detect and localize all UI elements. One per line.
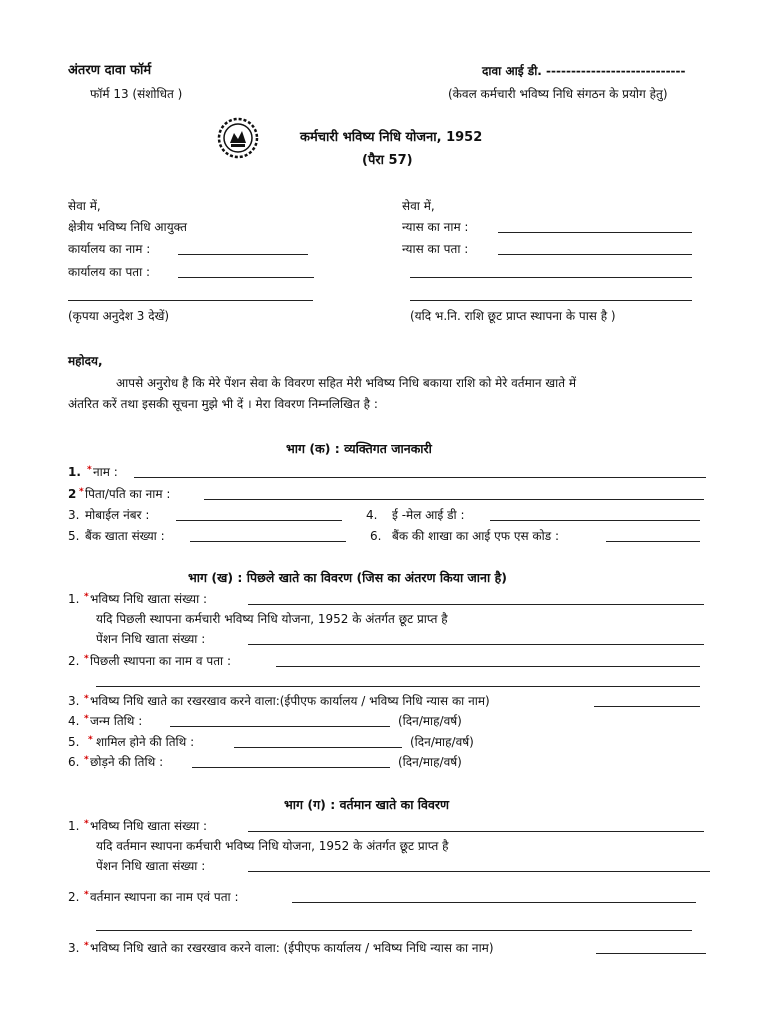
name-label: नाम : [93,465,118,479]
prev-pf-account-label: भविष्य निधि खाता संख्या : [90,592,208,606]
trust-address-field-2[interactable] [410,277,692,278]
dob-label: जन्म तिथि : [90,714,143,728]
part-c-f2-num: 2. [68,890,80,904]
letter-body-line2: अंतरित करें तथा इसकी सूचना मुझे भी दें । मेरा विवरण निम्नलिखित है : [68,397,378,411]
office-name-field[interactable] [178,254,308,255]
part-c-f1-num: 1. [68,819,80,833]
form-title: अंतरण दावा फॉर्म [68,63,152,78]
scheme-title: कर्मचारी भविष्य निधि योजना, 1952 [300,130,483,145]
dob-field[interactable] [170,726,390,727]
leaving-date-label: छोड़ने की तिथि : [90,755,164,769]
joining-date-format: (दिन/माह/वर्ष) [410,735,474,749]
prev-pf-account-field[interactable] [248,604,704,605]
joining-date-field[interactable] [234,747,402,748]
curr-maintainer-label: भविष्य निधि खाते का रखरखाव करने वाला: (ईपीएफ कार्यालय / भविष्य निधि न्यास का नाम) [90,941,494,955]
ifsc-field[interactable] [606,541,700,542]
leaving-date-field[interactable] [192,767,390,768]
email-field[interactable] [490,520,700,521]
prev-pension-label: पेंशन निधि खाता संख्या : [96,632,206,646]
required-marker-icon: * [84,654,89,664]
form-number: फॉर्म 13 (संशोधित ) [90,87,183,101]
prev-pension-field[interactable] [248,644,704,645]
office-use-note: (केवल कर्मचारी भविष्य निधि संगठन के प्रयोग हेतु) [448,87,668,101]
office-address-field-2[interactable] [68,300,313,301]
prev-exempt-line: यदि पिछली स्थापना कर्मचारी भविष्य निधि योजना, 1952 के अंतर्गत छूट प्राप्त है [96,612,448,626]
part-a-f6-num: 6. [370,529,382,543]
prev-maintainer-label: भविष्य निधि खाते का रखरखाव करने वाला:(ईपीएफ कार्यालय / भविष्य निधि न्यास का नाम) [90,694,490,708]
curr-pension-field[interactable] [248,871,710,872]
mobile-field[interactable] [176,520,342,521]
email-label: ई -मेल आई डी : [392,508,465,522]
part-a-f3-num: 3. [68,508,80,522]
scheme-para: (पैरा 57) [362,153,413,168]
required-marker-icon: * [79,487,84,497]
joining-date-label: शामिल होने की तिथि : [96,735,195,749]
name-field[interactable] [134,477,706,478]
ifsc-label: बैंक की शाखा का आई एफ एस कोड : [392,529,560,543]
required-marker-icon: * [87,465,92,475]
trust-name-field[interactable] [498,232,692,233]
leaving-date-format: (दिन/माह/वर्ष) [398,755,462,769]
part-a-f5-num: 5. [68,529,80,543]
prev-maintainer-field[interactable] [594,706,700,707]
required-marker-icon: * [88,735,93,745]
father-name-field[interactable] [204,499,704,500]
letter-body-line1: आपसे अनुरोध है कि मेरे पेंशन सेवा के विवरण सहित मेरी भविष्य निधि बकाया राशि को मेरे वर्तमान खाते में [116,376,577,390]
curr-exempt-line: यदि वर्तमान स्थापना कर्मचारी भविष्य निधि योजना, 1952 के अंतर्गत छूट प्राप्त है [96,839,449,853]
salutation: महोदय, [68,354,103,368]
trust-address-field-3[interactable] [410,300,692,301]
claim-id-label: दावा आई डी. ---------------------------- [482,64,686,78]
office-address-field[interactable] [178,277,314,278]
required-marker-icon: * [84,819,89,829]
address-left-note: (कृपया अनुदेश 3 देखें) [68,309,170,323]
part-b-f4-num: 4. [68,714,80,728]
required-marker-icon: * [84,694,89,704]
part-b-f6-num: 6. [68,755,80,769]
office-address-label: कार्यालय का पता : [68,265,151,279]
required-marker-icon: * [84,755,89,765]
part-a-f4-num: 4. [366,508,378,522]
curr-establishment-label: वर्तमान स्थापना का नाम एवं पता : [90,890,239,904]
curr-establishment-field[interactable] [292,902,696,903]
dob-format: (दिन/माह/वर्ष) [398,714,462,728]
prev-establishment-label: पिछली स्थापना का नाम व पता : [90,654,232,668]
mobile-label: मोबाईल नंबर : [85,508,150,522]
part-a-f1-num: 1. [68,465,81,479]
prev-establishment-field[interactable] [276,666,700,667]
required-marker-icon: * [84,592,89,602]
trust-address-field[interactable] [498,254,692,255]
address-right-note: (यदि भ.नि. राशि छूट प्राप्त स्थापना के पास है ) [410,309,616,323]
bank-account-label: बैंक खाता संख्या : [85,529,165,543]
bank-account-field[interactable] [190,541,346,542]
curr-establishment-field-2[interactable] [96,930,692,931]
part-c-heading: भाग (ग) : वर्तमान खाते का विवरण [284,797,450,812]
part-b-f2-num: 2. [68,654,80,668]
part-c-f3-num: 3. [68,941,80,955]
part-a-f2-num: 2 [68,487,77,501]
part-b-f3-num: 3. [68,694,80,708]
regional-commissioner: क्षेत्रीय भविष्य निधि आयुक्त [68,220,187,234]
required-marker-icon: * [84,890,89,900]
required-marker-icon: * [84,941,89,951]
required-marker-icon: * [84,714,89,724]
part-a-heading: भाग (क) : व्यक्तिगत जानकारी [286,441,432,456]
prev-establishment-field-2[interactable] [96,686,700,687]
part-b-f5-num: 5. [68,735,80,749]
trust-name-label: न्यास का नाम : [402,220,469,234]
address-left-to: सेवा में, [68,199,101,213]
curr-pf-account-field[interactable] [248,831,704,832]
office-name-label: कार्यालय का नाम : [68,242,151,256]
curr-pension-label: पेंशन निधि खाता संख्या : [96,859,206,873]
part-b-heading: भाग (ख) : पिछले खाते का विवरण (जिस का अंतरण किया जाना है) [188,570,507,585]
trust-address-label: न्यास का पता : [402,242,469,256]
curr-pf-account-label: भविष्य निधि खाता संख्या : [90,819,208,833]
epfo-emblem-icon [217,117,259,159]
father-name-label: पिता/पति का नाम : [85,487,171,501]
part-b-f1-num: 1. [68,592,80,606]
curr-maintainer-field[interactable] [596,953,706,954]
address-right-to: सेवा में, [402,199,435,213]
